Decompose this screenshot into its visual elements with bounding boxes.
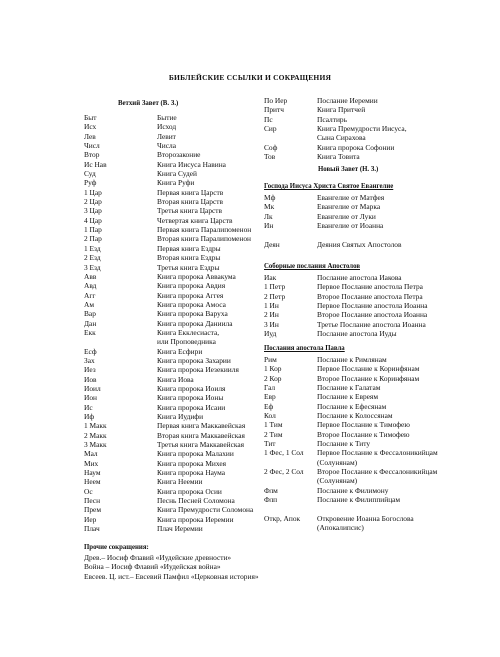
book-name: (Солунянам): [317, 476, 358, 486]
abbreviation: Флм: [264, 485, 278, 495]
abbreviation: Рим: [264, 355, 277, 364]
abbreviation: [264, 476, 317, 485]
book-name: Первая книга Ездры: [157, 243, 221, 253]
abbreviation: Авд: [84, 281, 97, 291]
abbreviation-row: [84, 403, 264, 412]
old-testament-list: [84, 113, 264, 533]
abbreviation: 2 Петр: [264, 291, 286, 301]
abbreviation-row: [84, 169, 264, 178]
book-name: Книга Иисуса Навина: [157, 159, 226, 169]
abbreviation: Суд: [84, 169, 96, 179]
abbreviation: Екк: [84, 327, 96, 337]
book-name: Плач Иеремии: [157, 524, 203, 534]
abbreviation: Исх: [84, 122, 97, 132]
abbreviation: 1 Фес, 1 Сол: [264, 448, 304, 458]
abbreviation-row: [84, 160, 264, 169]
book-name: Книга пророка Иеремии: [157, 514, 234, 524]
abbreviation-row: [84, 309, 264, 318]
book-name: Книга пророка Амоса: [157, 299, 226, 309]
abbreviation-row: [264, 212, 464, 221]
abbreviation-row: [84, 150, 264, 159]
book-name: Первое Послание апостола Иоанна: [317, 301, 428, 311]
abbreviation-row: [84, 122, 264, 131]
abbreviation: Иез: [84, 365, 96, 375]
abbreviation-row: [264, 486, 474, 495]
abbreviation-row: [264, 320, 464, 329]
abbreviation: Вар: [84, 309, 96, 319]
abbreviation: 3 Ин: [264, 319, 279, 329]
abbreviation: [264, 523, 317, 532]
abbreviation-row: [264, 329, 464, 338]
abbreviation: Руф: [84, 178, 97, 188]
abbreviation-row: [84, 300, 264, 309]
abbreviation: 2 Тим: [264, 429, 283, 439]
abbreviation-row: [264, 448, 474, 457]
abbreviation: [84, 337, 157, 346]
abbreviation-row: [264, 495, 474, 504]
book-name: (Солунянам): [317, 457, 358, 467]
abbreviation: Ин: [264, 221, 274, 231]
abbreviation-row: [84, 393, 264, 402]
abbreviation-row: [264, 458, 474, 467]
book-name: Второе Послание к Коринфянам: [317, 373, 420, 383]
old-testament-continued-list: [264, 96, 464, 161]
abbreviation-row: [264, 411, 474, 420]
book-name: [317, 230, 464, 239]
gospels-heading: Господа Иисуса Христа Святое Евангелие: [264, 183, 394, 190]
book-name: Книга пророка Михея: [157, 458, 227, 468]
other-abbreviations-heading: Прочие сокращения:: [84, 544, 149, 551]
abbreviation: Мк: [264, 202, 275, 212]
abbreviation: Есф: [84, 346, 97, 356]
abbreviation: [264, 133, 317, 142]
abbreviation-row: [84, 197, 264, 206]
book-name: (Апокалипсис): [317, 523, 364, 533]
book-name: Вторая книга Маккавейская: [157, 430, 245, 440]
book-name: Книга пророка Аггея: [157, 290, 224, 300]
abbreviation: Агг: [84, 290, 96, 300]
abbreviation: Прем: [84, 505, 101, 515]
abbreviation-row: [84, 206, 264, 215]
abbreviation-row: [84, 515, 264, 524]
abbreviation: 2 Цар: [84, 197, 102, 207]
book-name: Послание к Евреям: [317, 392, 378, 402]
book-name: Деяния Святых Апостолов: [317, 239, 402, 249]
abbreviation-row: [264, 124, 464, 133]
abbreviation: Тит: [264, 439, 276, 449]
abbreviation: 4 Цар: [84, 215, 102, 225]
abbreviation-row: [84, 487, 264, 496]
abbreviation-row: [84, 375, 264, 384]
book-name: Сына Сирахова: [317, 133, 366, 143]
other-abbreviation-line: Древ.– Иосиф Флавий «Иудейские древности»: [84, 553, 232, 562]
gospels-list: [264, 193, 464, 249]
new-testament-heading: Новый Завет (Н. З.): [318, 166, 379, 173]
abbreviation: 2 Езд: [84, 253, 101, 263]
abbreviation: Лев: [84, 131, 96, 141]
book-name: Послание к Титу: [317, 439, 371, 449]
book-name: Книга пророка Аввакума: [157, 271, 236, 281]
abbreviation-row: [84, 505, 264, 514]
book-name: Книга пророка Осии: [157, 486, 222, 496]
book-name: Книга Судей: [157, 169, 197, 179]
abbreviation-row: [84, 328, 264, 337]
abbreviation: Песн: [84, 496, 101, 506]
abbreviation: Иак: [264, 273, 277, 282]
abbreviation: 1 Езд: [84, 243, 101, 253]
abbreviation: Тов: [264, 152, 276, 162]
abbreviation: 3 Цар: [84, 206, 102, 216]
abbreviation: Иоил: [84, 383, 101, 393]
book-name: Книга Премудрости Иисуса,: [317, 124, 407, 134]
abbreviation: Иф: [84, 412, 95, 421]
book-name: Второзаконие: [157, 150, 201, 160]
abbreviation: 1 Макк: [84, 421, 107, 431]
abbreviation-row: [264, 152, 464, 161]
abbreviation: Иов: [84, 374, 97, 384]
abbreviation-row: [84, 347, 264, 356]
book-name: Книга Притчей: [317, 105, 366, 115]
book-name: Книга Иудифи: [157, 412, 204, 421]
abbreviation: Гал: [264, 383, 276, 393]
abbreviation-row: [264, 301, 464, 310]
book-name: Числа: [157, 141, 177, 151]
abbreviation: Еф: [264, 401, 274, 411]
abbreviation-row: [264, 202, 464, 211]
abbreviation: Кол: [264, 411, 276, 421]
abbreviation: 2 Макк: [84, 430, 107, 440]
book-name: [317, 505, 474, 514]
abbreviation-row: [84, 141, 264, 150]
abbreviation-row: [84, 496, 264, 505]
abbreviation-row: [84, 113, 264, 122]
abbreviation-row: [264, 383, 474, 392]
abbreviation: 2 Фес, 2 Сол: [264, 467, 304, 477]
book-name: Книга пророка Исаии: [157, 402, 226, 412]
book-name: Откровение Иоанна Богослова: [317, 513, 414, 523]
abbreviation-row: [84, 468, 264, 477]
book-name: Евангелие от Марка: [317, 202, 381, 212]
abbreviation-row: [84, 263, 264, 272]
abbreviation: Авв: [84, 271, 97, 281]
book-name: Послание Иеремии: [317, 96, 378, 105]
abbreviation-row: [84, 319, 264, 328]
book-name: Книга пророка Иоиля: [157, 383, 226, 393]
abbreviation: Ис: [84, 402, 93, 412]
abbreviation-row: [84, 412, 264, 421]
abbreviation: Откр, Апок: [264, 513, 301, 523]
book-name: Книга Неемии: [157, 477, 203, 487]
abbreviation: 2 Пар: [84, 234, 102, 244]
abbreviation: Мих: [84, 458, 99, 468]
abbreviation-row: [84, 524, 264, 533]
abbreviation-row: [84, 449, 264, 458]
abbreviation-row: [264, 310, 464, 319]
book-name: Второе Послание апостола Иоанна: [317, 310, 428, 320]
abbreviation-row: [264, 430, 474, 439]
abbreviation-row: [264, 439, 474, 448]
book-name: Второе Послание апостола Петра: [317, 291, 423, 301]
book-name: Вторая книга Ездры: [157, 253, 221, 263]
abbreviation-row: [264, 467, 474, 476]
abbreviation-row: [84, 178, 264, 187]
other-abbreviations: [84, 543, 259, 581]
book-name: Евангелие от Иоанна: [317, 221, 384, 231]
abbreviation-row: [264, 193, 464, 202]
abbreviation: Лк: [264, 211, 273, 221]
book-name: Первое Послание к Коринфянам: [317, 364, 420, 374]
abbreviation-row: [264, 505, 474, 514]
book-name: Книга Товита: [317, 152, 360, 162]
book-name: Послание к Ефесянам: [317, 401, 387, 411]
abbreviation: Деян: [264, 239, 280, 249]
abbreviation: Зах: [84, 355, 95, 365]
abbreviation: [264, 505, 317, 514]
abbreviation-row: [84, 244, 264, 253]
abbreviation: [264, 230, 317, 239]
abbreviation-row: [84, 365, 264, 374]
abbreviation: Числ: [84, 141, 100, 151]
abbreviation-row: [264, 240, 464, 249]
other-abbreviation-line: Евсеев. Ц. ист.– Евсевий Памфил «Церковная история»: [84, 571, 259, 581]
abbreviation-row: [264, 133, 464, 142]
abbreviation: Иуд: [264, 329, 277, 339]
abbreviation-row: [264, 221, 464, 230]
abbreviation: 1 Ин: [264, 301, 279, 311]
abbreviation-row: [84, 440, 264, 449]
book-name: Первая книга Царств: [157, 187, 224, 197]
abbreviation: Мф: [264, 193, 276, 202]
book-name: Псалтирь: [317, 114, 347, 124]
abbreviation: 3 Макк: [84, 440, 107, 450]
book-name: Четвертая книга Царств: [157, 215, 233, 225]
abbreviation: Наум: [84, 468, 101, 478]
book-name: Послание к Филиппийцам: [317, 495, 401, 505]
abbreviation-row: [264, 420, 474, 429]
abbreviation: Плач: [84, 524, 100, 534]
book-name: Исход: [157, 122, 177, 132]
abbreviation-row: [264, 514, 474, 523]
abbreviation-row: [264, 282, 464, 291]
abbreviation: Ос: [84, 486, 93, 496]
abbreviation-row: [84, 216, 264, 225]
abbreviation-row: [84, 234, 264, 243]
abbreviation-row: [264, 523, 474, 532]
book-name: Послание апостола Иуды: [317, 329, 397, 339]
old-testament-heading: Ветхий Завет (В. З.): [118, 100, 179, 107]
abbreviation: Притч: [264, 105, 284, 115]
book-name: Третья книга Царств: [157, 206, 223, 216]
abbreviation-row: [84, 421, 264, 430]
book-name: Первая книга Маккавейская: [157, 421, 246, 431]
book-name: Второе Послание к Тимофею: [317, 429, 410, 439]
book-name: Книга пророка Ионы: [157, 393, 224, 403]
abbreviation-row: [84, 291, 264, 300]
abbreviation: 1 Тим: [264, 420, 283, 430]
pauline-epistles-list: [264, 355, 474, 533]
abbreviation-row: [264, 143, 464, 152]
other-abbreviation-line: Война – Иосиф Флавий «Иудейская война»: [84, 562, 221, 572]
book-name: Первое Послание к Тимофею: [317, 420, 410, 430]
abbreviation-row: [264, 96, 464, 105]
book-name: Евангелие от Матфея: [317, 193, 385, 202]
abbreviation-row: [84, 477, 264, 486]
abbreviation: 2 Кор: [264, 373, 282, 383]
abbreviation: Неем: [84, 477, 101, 487]
abbreviation-row: [84, 253, 264, 262]
abbreviation-row: [264, 230, 464, 239]
abbreviation-row: [264, 364, 474, 373]
book-name: Книга пророка Софонии: [317, 142, 395, 152]
book-name: Книга Есфири: [157, 346, 203, 356]
book-name: Первое Послание апостола Петра: [317, 282, 423, 292]
abbreviation: Флп: [264, 495, 278, 505]
abbreviation: 1 Петр: [264, 282, 286, 292]
book-name: или Проповедника: [157, 337, 216, 347]
book-name: Вторая книга Паралипоменон: [157, 234, 252, 244]
abbreviation-row: [84, 272, 264, 281]
abbreviation-row: [84, 356, 264, 365]
book-name: Послание к Галатам: [317, 383, 381, 393]
abbreviation-row: [264, 273, 464, 282]
abbreviation: Быт: [84, 113, 97, 122]
book-name: Послание к Римлянам: [317, 355, 387, 364]
book-name: Третья книга Ездры: [157, 262, 220, 272]
book-name: Книга пророка Наума: [157, 468, 226, 478]
abbreviation: Ион: [84, 393, 97, 403]
book-name: Книга пророка Захарии: [157, 355, 231, 365]
book-name: Книга пророка Иезекииля: [157, 365, 239, 375]
abbreviation-row: [264, 355, 474, 364]
abbreviation: Мал: [84, 449, 98, 459]
abbreviation: Дан: [84, 318, 97, 328]
book-name: Третье Послание апостола Иоанна: [317, 319, 426, 329]
abbreviation: Евр: [264, 392, 276, 402]
book-name: Книга пророка Авдия: [157, 281, 226, 291]
book-name: Первая книга Паралипоменон: [157, 225, 252, 235]
book-name: Второе Послание к Фессалоникийцам: [317, 467, 438, 477]
abbreviation-row: [84, 281, 264, 290]
abbreviation-row: [84, 337, 264, 346]
book-name: Третья книга Маккавейская: [157, 440, 245, 450]
abbreviation: Иер: [84, 514, 97, 524]
book-name: Первое Послание к Фессалоникийцам: [317, 448, 438, 458]
book-name: Левит: [157, 131, 176, 141]
book-name: Книга Екклесиаста,: [157, 327, 220, 337]
book-name: Книга пророка Даниила: [157, 318, 233, 328]
catholic-epistles-heading: Соборные послания Апостолов: [264, 263, 360, 270]
abbreviation-row: [264, 392, 474, 401]
abbreviation: 2 Ин: [264, 310, 279, 320]
abbreviation-row: [264, 292, 464, 301]
abbreviation-row: [84, 132, 264, 141]
book-name: Книга пророка Варуха: [157, 309, 228, 319]
abbreviation: 1 Цар: [84, 187, 102, 197]
abbreviation-row: [264, 402, 474, 411]
abbreviation-row: [84, 188, 264, 197]
abbreviation: [264, 458, 317, 467]
book-name: Книга Премудрости Соломона: [157, 505, 254, 515]
book-name: Книга Руфи: [157, 178, 195, 188]
abbreviation-row: [84, 431, 264, 440]
abbreviation: Пс: [264, 114, 273, 124]
book-name: Вторая книга Царств: [157, 197, 223, 207]
abbreviation: 3 Езд: [84, 262, 101, 272]
book-name: Песнь Песней Соломона: [157, 496, 235, 506]
book-name: Послание к Филимону: [317, 485, 389, 495]
book-name: Бытие: [157, 113, 177, 122]
abbreviation: Соф: [264, 142, 278, 152]
abbreviation-row: [264, 115, 464, 124]
abbreviation-row: [84, 384, 264, 393]
page-title: БИБЛЕЙСКИЕ ССЫЛКИ И СОКРАЩЕНИЯ: [168, 73, 332, 82]
abbreviation: По Иер: [264, 96, 288, 105]
book-name: Книга пророка Малахии: [157, 449, 234, 459]
abbreviation: 1 Кор: [264, 364, 282, 374]
abbreviation: 1 Пар: [84, 225, 102, 235]
abbreviation-row: [84, 225, 264, 234]
abbreviation: Втор: [84, 150, 100, 160]
abbreviation-row: [264, 374, 474, 383]
abbreviation: Ис Нав: [84, 159, 107, 169]
abbreviation: Ам: [84, 299, 95, 309]
abbreviation-row: [84, 459, 264, 468]
book-name: Книга Иова: [157, 374, 194, 384]
abbreviation-row: [264, 476, 474, 485]
pauline-epistles-heading: Послания апостола Павла: [264, 345, 345, 352]
catholic-epistles-list: [264, 273, 464, 338]
book-name: Евангелие от Луки: [317, 211, 376, 221]
abbreviation-row: [264, 105, 464, 114]
abbreviation: Сир: [264, 124, 277, 134]
book-name: Послание апостола Иакова: [317, 273, 402, 282]
book-name: Послание к Колоссянам: [317, 411, 393, 421]
